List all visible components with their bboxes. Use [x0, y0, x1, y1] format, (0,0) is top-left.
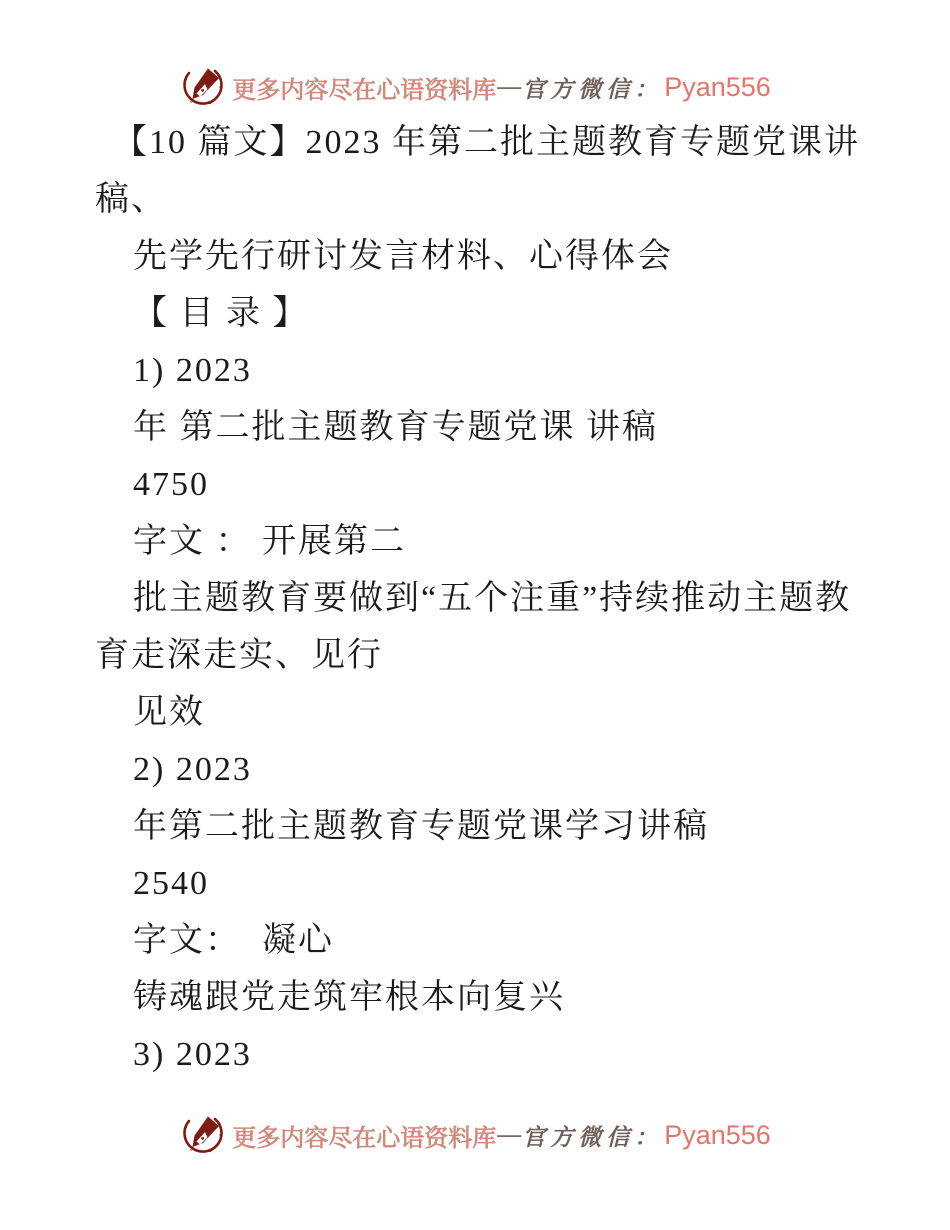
dash-separator: — — [497, 1121, 522, 1148]
text-line: 【10 篇文】2023 年第二批主题教育专题党课讲 — [113, 124, 860, 161]
wechat-id: Pyan556 — [664, 1119, 771, 1150]
text-line: 育走深走实、见行 — [95, 637, 383, 674]
text-line: 2) 2023 — [133, 751, 252, 788]
brand-text: 更多内容尽在心语资料库 — [232, 77, 497, 104]
text-line: 【 目 录 】 — [133, 295, 309, 332]
text-line: 稿、 — [95, 181, 167, 218]
footer-watermark — [0, 1112, 950, 1158]
text-line: 3) 2023 — [133, 1036, 252, 1073]
text-line: 1) 2023 — [133, 352, 252, 389]
header-watermark — [0, 64, 950, 110]
pen-swirl-logo-icon — [179, 64, 225, 110]
dash-separator: — — [497, 73, 522, 100]
brand-text: 更多内容尽在心语资料库 — [232, 1125, 497, 1152]
wechat-id: Pyan556 — [664, 71, 771, 102]
pen-swirl-logo-icon — [179, 1112, 225, 1158]
text-line: 字文： 凝心 — [133, 922, 334, 959]
text-line: 2540 — [133, 865, 209, 902]
text-line: 年第二批主题教育专题党课学习讲稿 — [133, 808, 709, 845]
text-line: 字文 ： 开展第二 — [133, 523, 406, 560]
text-line: 批主题教育要做到“五个注重”持续推动主题教 — [133, 580, 852, 617]
text-line: 先学先行研讨发言材料、心得体会 — [133, 238, 673, 275]
text-line: 4750 — [133, 466, 209, 503]
channel-label: 官方微信： — [522, 1124, 663, 1150]
text-line: 见效 — [133, 694, 205, 731]
text-line: 铸魂跟党走筑牢根本向复兴 — [133, 979, 565, 1016]
text-line: 年 第二批主题教育专题党课 讲稿 — [133, 409, 658, 446]
document-body — [95, 114, 885, 1083]
channel-label: 官方微信： — [522, 76, 663, 102]
